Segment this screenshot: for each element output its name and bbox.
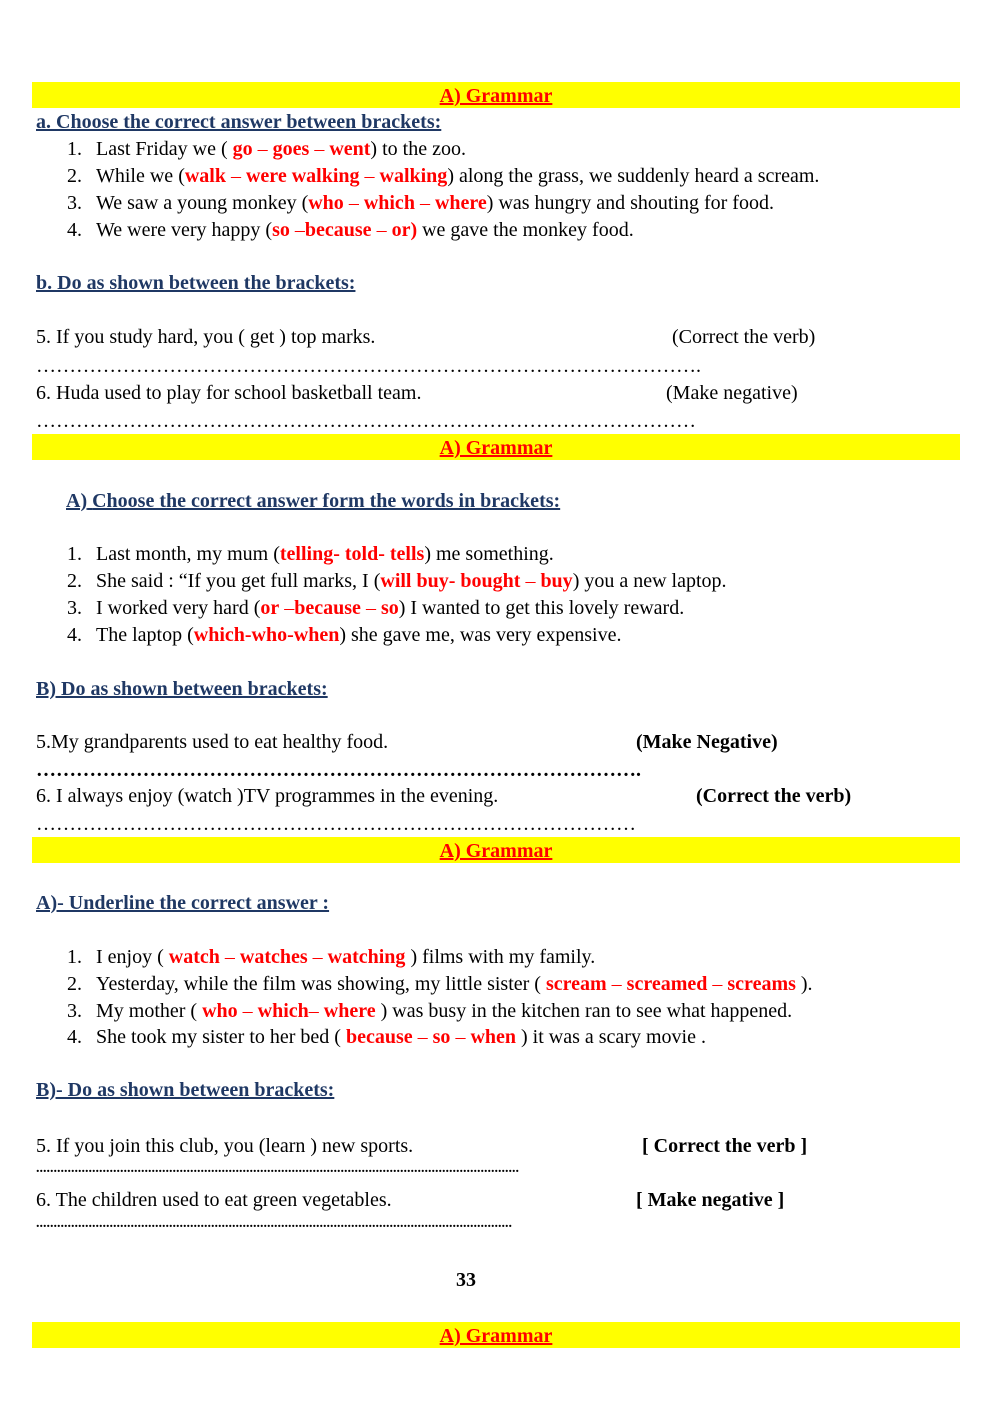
item-pre: She took my sister to her bed ( — [96, 1026, 346, 1048]
separator: – — [307, 946, 328, 968]
section-band — [32, 434, 960, 460]
section-title: A) Grammar — [439, 437, 553, 459]
option: went — [329, 138, 371, 160]
part1-heading-a: a. Choose the correct answer between brackets: — [36, 111, 442, 133]
item-number: 4. — [67, 219, 82, 241]
separator: – — [219, 946, 240, 968]
item-number: 4. — [67, 624, 82, 646]
item-number: 3. — [67, 192, 82, 214]
item-text — [96, 192, 774, 215]
item-text — [96, 165, 819, 188]
part3-heading-a: A)- Underline the correct answer : — [36, 892, 330, 914]
section-title: A) Grammar — [439, 1325, 553, 1347]
item-pre: We were very happy ( — [96, 219, 273, 241]
option: which-who-when — [193, 624, 340, 646]
part1-heading-b: b. Do as shown between the brackets: — [36, 272, 356, 294]
item-pre: While we ( — [96, 165, 185, 187]
item-post: ) it was a scary movie . — [516, 1026, 706, 1048]
item-pre: She said : “If you get full marks, I ( — [96, 570, 381, 592]
item-pre: I enjoy ( — [96, 946, 169, 968]
option: because — [294, 597, 361, 619]
separator: – — [360, 597, 381, 619]
separator: – — [225, 165, 246, 187]
separator: – — [279, 597, 295, 619]
option: were walking — [245, 165, 360, 187]
part3-heading-b: B)- Do as shown between brackets: — [36, 1079, 335, 1101]
item-number: 1. — [67, 946, 82, 968]
separator: – — [252, 138, 273, 160]
answer-line-5[interactable]: ………………………………………………………………………………. — [36, 759, 641, 781]
item-number: 2. — [67, 165, 82, 187]
item-pre: Last month, my mum ( — [96, 543, 280, 565]
option: because — [304, 219, 372, 241]
section-title: A) Grammar — [439, 840, 553, 862]
question-6: 6. The children used to eat green vegetables. — [36, 1189, 392, 1211]
item-text — [96, 219, 634, 242]
separator: – — [359, 165, 380, 187]
item-post: ). — [795, 973, 813, 995]
option: or) — [391, 219, 418, 241]
option: where — [434, 192, 487, 214]
option: or — [260, 597, 280, 619]
item-number: 3. — [67, 1000, 82, 1022]
item-text — [96, 597, 684, 620]
option: scream — [545, 973, 607, 995]
separator: – — [308, 1000, 324, 1022]
separator: – — [371, 219, 392, 241]
section-band — [32, 837, 960, 863]
item-post: ) I wanted to get this lovely reward. — [398, 597, 685, 619]
item-post: ) to the zoo. — [370, 138, 466, 160]
item-number: 2. — [67, 570, 82, 592]
item-text — [96, 624, 621, 647]
separator: – — [414, 192, 435, 214]
separator: – — [450, 1026, 471, 1048]
option: telling- told- tells — [279, 543, 425, 565]
separator: – — [309, 138, 330, 160]
instruction-6: (Correct the verb) — [696, 785, 852, 807]
item-number: 2. — [67, 973, 82, 995]
option: screams — [727, 973, 796, 995]
item-text — [96, 973, 813, 996]
item-number: 1. — [67, 543, 82, 565]
item-pre: Last Friday we ( — [96, 138, 233, 160]
item-post: ) was busy in the kitchen ran to see what happened. — [375, 1000, 793, 1022]
option: because — [345, 1026, 413, 1048]
separator: – — [412, 1026, 433, 1048]
answer-line-6[interactable]: ……………………………………………………………………………………… — [36, 410, 696, 432]
question-5: 5. If you study hard, you ( get ) top marks. — [36, 326, 376, 348]
option: who — [308, 192, 344, 214]
item-text — [96, 543, 554, 566]
instruction-5: (Correct the verb) — [672, 326, 816, 348]
option: when — [470, 1026, 517, 1048]
separator: – — [606, 973, 627, 995]
section-band — [32, 82, 960, 108]
item-post: ) she gave me, was very expensive. — [339, 624, 622, 646]
option: walking — [379, 165, 448, 187]
option: where — [323, 1000, 376, 1022]
item-pre: We saw a young monkey ( — [96, 192, 309, 214]
option: watching — [327, 946, 406, 968]
separator: – — [520, 570, 541, 592]
answer-line-6[interactable]: ........................................................................................................................................ — [36, 1216, 512, 1231]
answer-line-5[interactable]: ………………………………………………………………………………………. — [36, 355, 701, 377]
question-5: 5. If you join this club, you (learn ) new sports. — [36, 1135, 414, 1157]
option: will buy- bought — [380, 570, 521, 592]
section-title: A) Grammar — [439, 85, 553, 107]
item-text — [96, 138, 466, 161]
item-pre: My mother ( — [96, 1000, 203, 1022]
item-text — [96, 1026, 706, 1049]
item-number: 4. — [67, 1026, 82, 1048]
separator: – — [707, 973, 728, 995]
item-pre: Yesterday, while the film was showing, my little sister ( — [96, 973, 546, 995]
item-pre: The laptop ( — [96, 624, 194, 646]
part2-heading-a — [66, 490, 560, 513]
option: which — [363, 192, 415, 214]
option: screamed — [626, 973, 708, 995]
item-post: ) along the grass, we suddenly heard a scream. — [447, 165, 820, 187]
option: goes — [272, 138, 310, 160]
item-text — [96, 1000, 792, 1023]
item-post: we gave the monkey food. — [417, 219, 634, 241]
option: so — [380, 597, 399, 619]
item-post: ) you a new laptop. — [572, 570, 727, 592]
separator: – — [343, 192, 364, 214]
option: who — [202, 1000, 238, 1022]
option: which — [257, 1000, 309, 1022]
item-post: ) me something. — [424, 543, 554, 565]
option: so — [272, 219, 290, 241]
separator: – — [237, 1000, 258, 1022]
item-text — [96, 946, 595, 969]
section-band — [32, 1322, 960, 1348]
answer-line-6[interactable]: ……………………………………………………………………………… — [36, 813, 636, 835]
item-pre: I worked very hard ( — [96, 597, 261, 619]
instruction-6: [ Make negative ] — [636, 1189, 785, 1211]
part2-heading-b: B) Do as shown between brackets: — [36, 678, 328, 700]
item-number: 1. — [67, 138, 82, 160]
separator: – — [289, 219, 305, 241]
instruction-5: (Make Negative) — [636, 731, 778, 753]
option: buy — [540, 570, 573, 592]
item-post: ) films with my family. — [405, 946, 596, 968]
page-number: 33 — [456, 1269, 476, 1291]
heading-label: A) — [66, 490, 88, 512]
question-6: 6. Huda used to play for school basketball team. — [36, 382, 422, 404]
item-text — [96, 570, 727, 593]
option: go — [232, 138, 253, 160]
option: walk — [184, 165, 226, 187]
instruction-5: [ Correct the verb ] — [642, 1135, 808, 1157]
question-5: 5.My grandparents used to eat healthy food. — [36, 731, 389, 753]
heading-text: Choose the correct answer form the words in brackets: — [92, 490, 561, 512]
question-6: 6. I always enjoy (watch )TV programmes in the evening. — [36, 785, 499, 807]
item-post: ) was hungry and shouting for food. — [486, 192, 774, 214]
answer-line-5[interactable]: .......................................................................................................................................... — [36, 1161, 519, 1176]
option: so — [432, 1026, 451, 1048]
option: watches — [239, 946, 308, 968]
item-number: 3. — [67, 597, 82, 619]
instruction-6: (Make negative) — [666, 382, 798, 404]
option: watch — [168, 946, 220, 968]
